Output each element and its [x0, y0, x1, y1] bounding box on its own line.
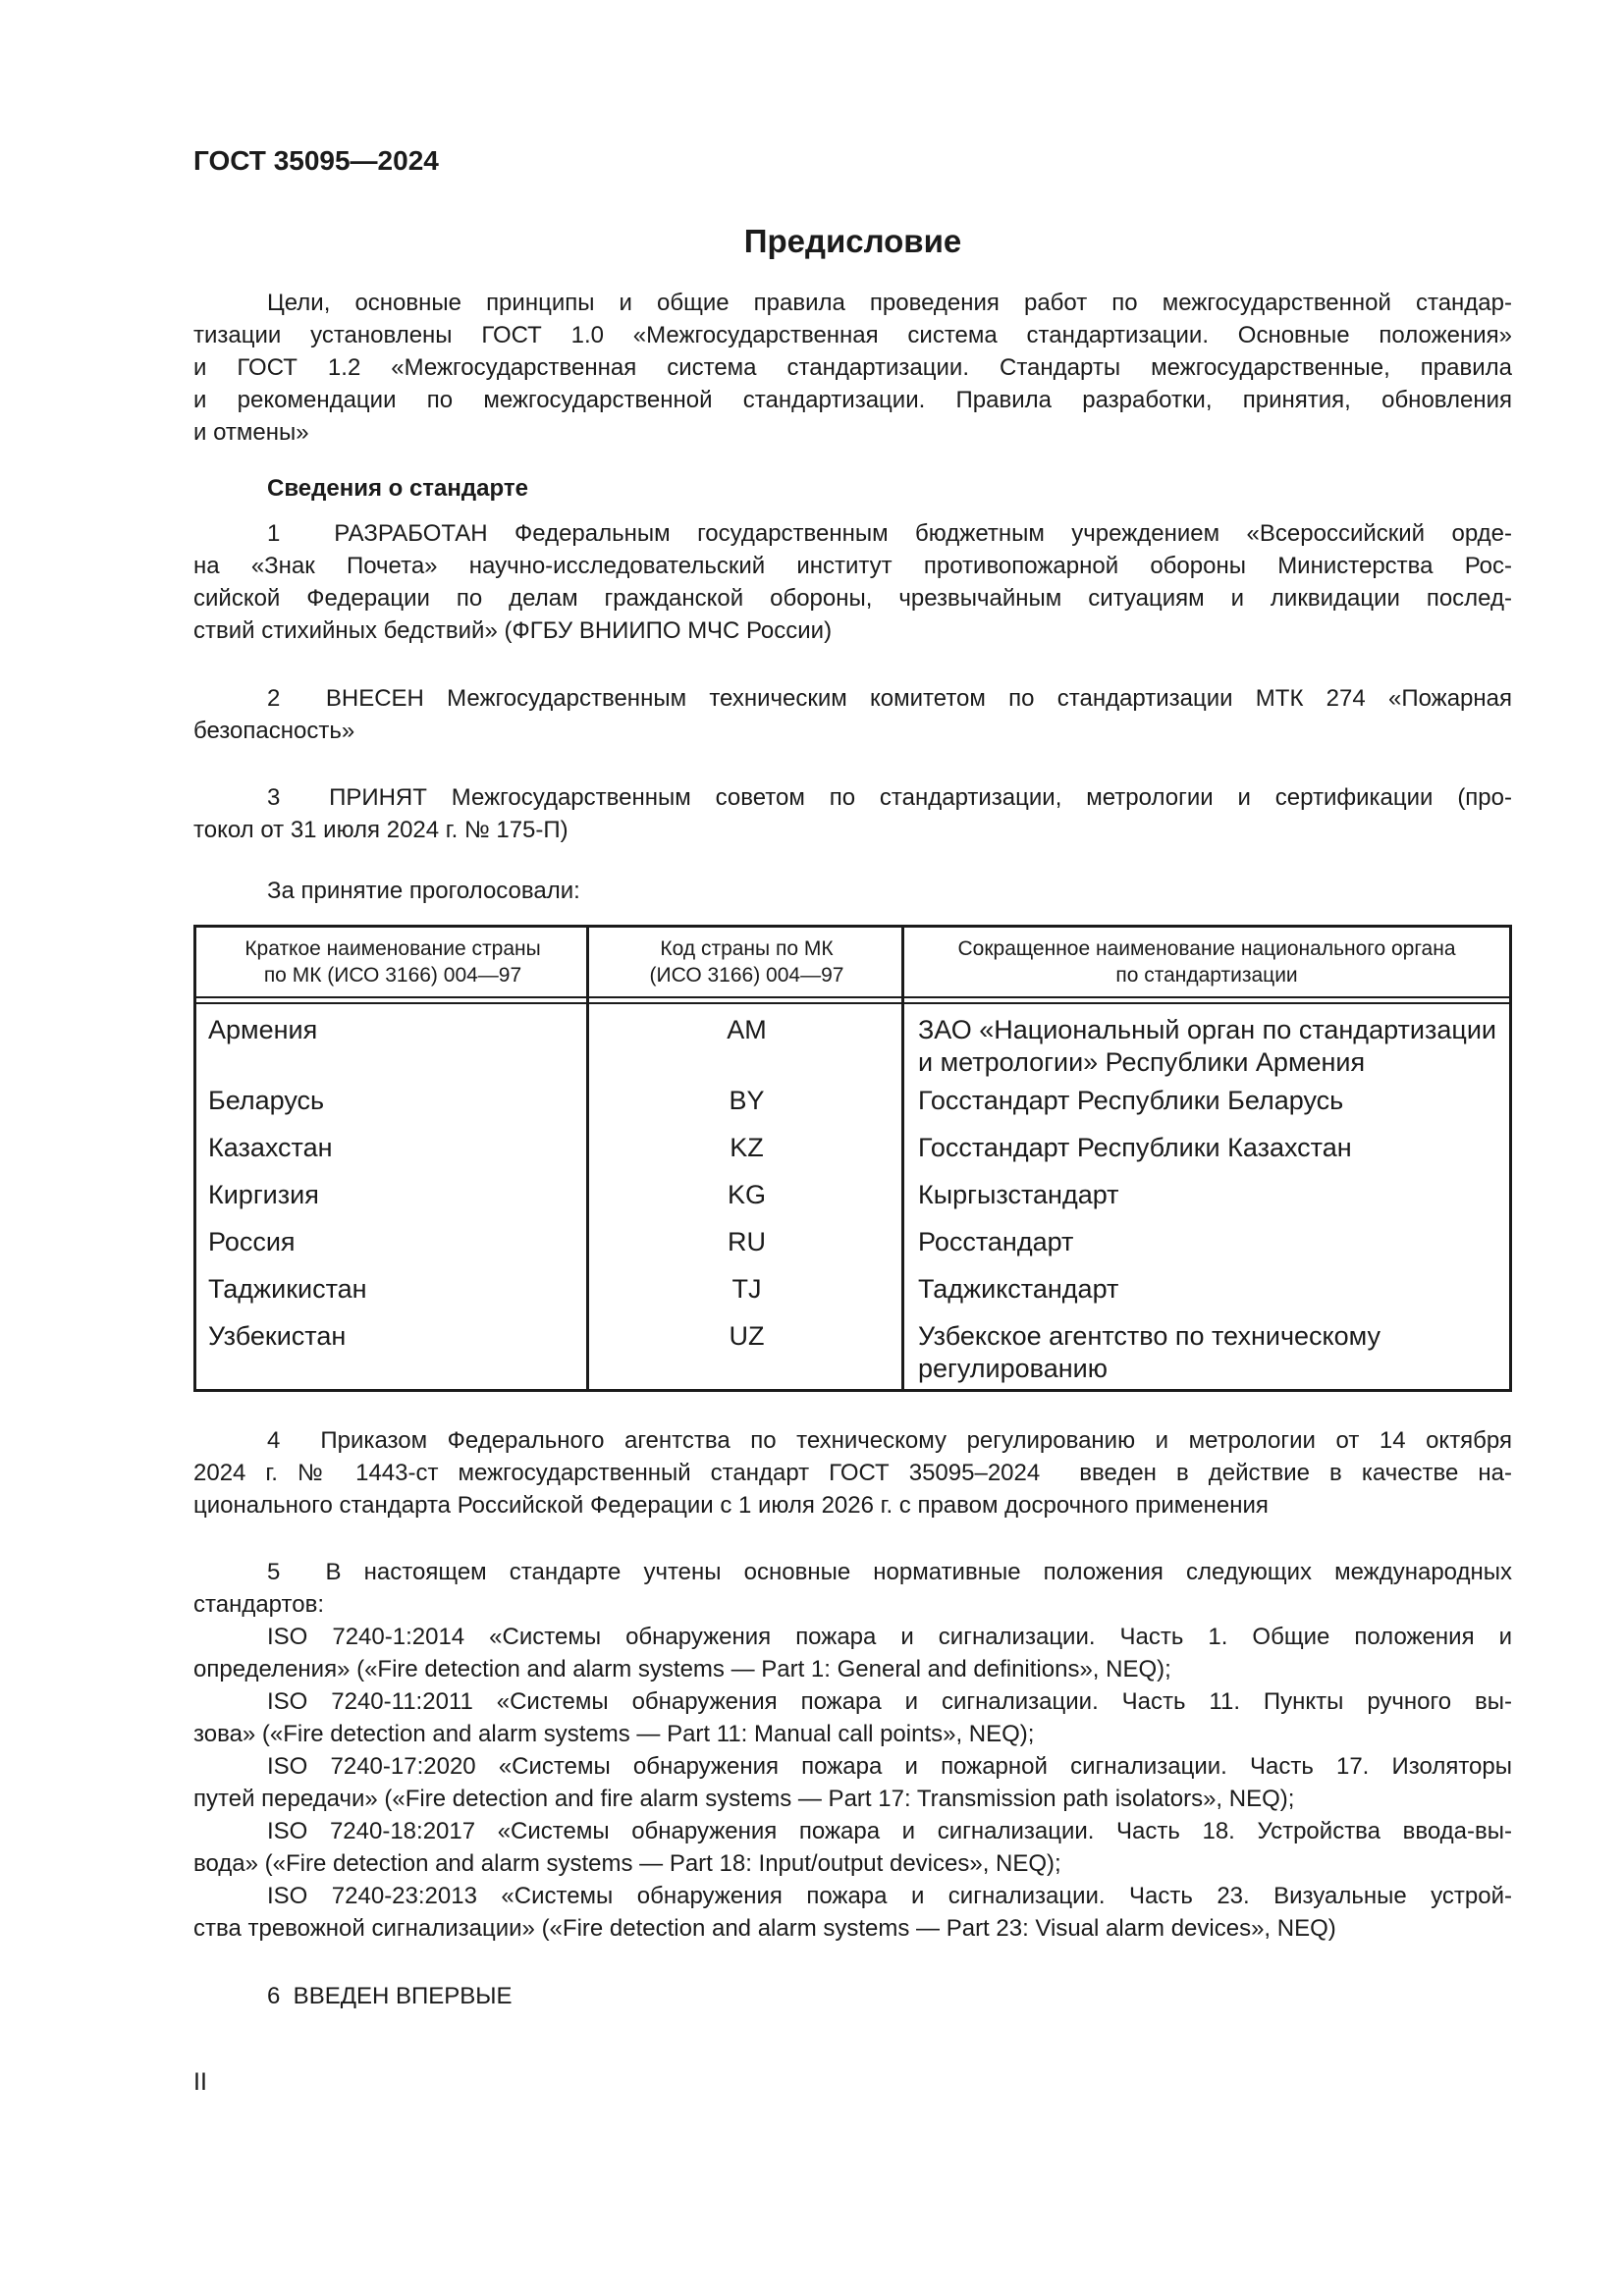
- text-line: определения» («Fire detection and alarm systems — Part 1: General and definitions», NEQ);: [193, 1656, 1171, 1682]
- standard-info-heading: Сведения о стандарте: [267, 475, 528, 502]
- cell-country: Киргизия: [208, 1180, 319, 1209]
- header-cell-org-name: [904, 928, 1509, 996]
- cell-org: [904, 1014, 1509, 1079]
- cell-code: BY: [729, 1086, 765, 1115]
- table-row: [196, 1014, 1509, 1079]
- text-line: 5 В настоящем стандарте учтены основные нормативные положения следующих международных: [267, 1559, 1512, 1585]
- text-line: Кыргызстандарт: [918, 1180, 1119, 1209]
- text-line: и ГОСТ 1.2 «Межгосударственная система стандартизации. Стандарты межгосударственные, правила: [193, 354, 1512, 381]
- text-line: ISO 7240-17:2020 «Системы обнаружения пожара и пожарной сигнализации. Часть 17. Изоляторы: [267, 1753, 1512, 1780]
- iso-ref-item: [193, 1815, 1512, 1880]
- text-line: безопасность»: [193, 718, 355, 744]
- text-line: токол от 31 июля 2024 г. № 175-П): [193, 817, 568, 843]
- text-line: 2 ВНЕСЕН Межгосударственным техническим комитетом по стандартизации МТК 274 «Пожарная: [267, 685, 1512, 712]
- text-line: ЗАО «Национальный орган по стандартизации: [918, 1015, 1496, 1044]
- text-line: ства тревожной сигнализации» («Fire detection and alarm systems — Part 23: Visual alarm devices», NEQ): [193, 1915, 1336, 1942]
- cell-org: [904, 1320, 1509, 1385]
- text-line: Госстандарт Республики Беларусь: [918, 1086, 1344, 1115]
- cell-country: Армения: [208, 1015, 318, 1044]
- iso-ref-item: [193, 1880, 1512, 1945]
- text-line: ствий стихийных бедствий» (ФГБУ ВНИИПО МЧС России): [193, 617, 833, 644]
- table-row: [196, 1226, 1509, 1258]
- table-row: [196, 1132, 1509, 1164]
- text-line: ISO 7240-1:2014 «Системы обнаружения пожара и сигнализации. Часть 1. Общие положения и: [267, 1624, 1512, 1650]
- text-line: Узбекское агентство по техническому: [918, 1321, 1381, 1351]
- text-line: 3 ПРИНЯТ Межгосударственным советом по стандартизации, метрологии и сертификации (про-: [267, 784, 1512, 811]
- text-line: путей передачи» («Fire detection and fire alarm systems — Part 17: Transmission path isolators», NEQ);: [193, 1786, 1295, 1812]
- adopted-item: [193, 781, 1512, 846]
- text-line: ISO 7240-18:2017 «Системы обнаружения пожара и сигнализации. Часть 18. Устройства ввода-вы-: [267, 1818, 1512, 1844]
- cell-org: [904, 1085, 1509, 1117]
- vote-intro: За принятие проголосовали:: [267, 878, 580, 904]
- cell-org: [904, 1273, 1509, 1306]
- submitted-item: [193, 682, 1512, 747]
- cell-country: Беларусь: [208, 1086, 325, 1115]
- text-line: тизации установлены ГОСТ 1.0 «Межгосударственная система стандартизации. Основные положения»: [193, 322, 1512, 348]
- table-row: [196, 1179, 1509, 1211]
- cell-code: UZ: [729, 1321, 765, 1351]
- text-line: регулированию: [918, 1354, 1108, 1383]
- iso-ref-item: [193, 1685, 1512, 1750]
- iso-ref-item: [193, 1750, 1512, 1815]
- iso-ref-item: [193, 1621, 1512, 1685]
- text-line: сийской Федерации по делам гражданской обороны, чрезвычайным ситуациям и ликвидации послед-: [193, 585, 1512, 612]
- cell-country: Узбекистан: [208, 1321, 347, 1351]
- cell-org: [904, 1132, 1509, 1164]
- text-line: Росстандарт: [918, 1227, 1074, 1256]
- introduced-first-item: 6 ВВЕДЕН ВПЕРВЫЕ: [267, 1983, 513, 2009]
- text-line: ционального стандарта Российской Федерации с 1 июля 2026 г. с правом досрочного применения: [193, 1492, 1269, 1519]
- cell-country: Казахстан: [208, 1133, 333, 1162]
- table-body: [196, 1004, 1509, 1389]
- text-line: 1 РАЗРАБОТАН Федеральным государственным бюджетным учреждением «Всероссийский орде-: [267, 520, 1512, 547]
- text-line: Краткое наименование страны: [244, 937, 541, 960]
- doc-code-header: ГОСТ 35095—2024: [193, 145, 439, 176]
- cell-code: AM: [727, 1015, 767, 1044]
- text-line: и метрологии» Республики Армения: [918, 1047, 1366, 1077]
- table-header-row: [196, 928, 1509, 996]
- text-line: (ИСО 3166) 004—97: [649, 964, 844, 987]
- cell-code: TJ: [731, 1274, 762, 1304]
- text-line: Сокращенное наименование национального органа: [957, 937, 1456, 960]
- text-line: Код страны по МК: [660, 937, 834, 960]
- text-line: по МК (ИСО 3166) 004—97: [263, 964, 522, 987]
- table-row: [196, 1085, 1509, 1117]
- cell-country: Таджикистан: [208, 1274, 367, 1304]
- page-number: II: [193, 2068, 207, 2096]
- international-standards-item: [193, 1556, 1512, 1621]
- text-line: ISO 7240-23:2013 «Системы обнаружения пожара и сигнализации. Часть 23. Визуальные устрой-: [267, 1883, 1512, 1909]
- developed-item: [193, 517, 1512, 647]
- text-line: 4 Приказом Федерального агентства по техническому регулированию и метрологии от 14 октября: [267, 1427, 1512, 1454]
- table-row: [196, 1273, 1509, 1306]
- text-line: и отмены»: [193, 419, 309, 446]
- text-line: ISO 7240-11:2011 «Системы обнаружения пожара и сигнализации. Часть 11. Пункты ручного вы-: [267, 1688, 1512, 1715]
- vote-table: [193, 925, 1512, 1392]
- cell-code: KG: [727, 1180, 766, 1209]
- text-line: Таджикстандарт: [918, 1274, 1119, 1304]
- text-line: и рекомендации по межгосударственной стандартизации. Правила разработки, принятия, обновления: [193, 387, 1512, 413]
- text-line: стандартов:: [193, 1591, 324, 1618]
- text-line: зова» («Fire detection and alarm systems — Part 11: Manual call points», NEQ);: [193, 1721, 1035, 1747]
- cell-country: Россия: [208, 1227, 296, 1256]
- cell-code: RU: [728, 1227, 766, 1256]
- page-title: Предисловие: [743, 223, 962, 259]
- text-line: Госстандарт Республики Казахстан: [918, 1133, 1352, 1162]
- text-line: на «Знак Почета» научно-исследовательский институт противопожарной обороны Министерства Рос-: [193, 553, 1512, 579]
- text-line: по стандартизации: [1115, 964, 1298, 987]
- cell-org: [904, 1179, 1509, 1211]
- header-cell-country-code: [589, 928, 904, 996]
- header-double-rule: [196, 996, 1509, 1004]
- text-line: 2024 г. № 1443-ст межгосударственный стандарт ГОСТ 35095–2024 введен в действие в качестве на-: [193, 1460, 1512, 1486]
- text-line: вода» («Fire detection and alarm systems — Part 18: Input/output devices», NEQ);: [193, 1850, 1061, 1877]
- column-divider: [901, 928, 904, 1389]
- column-divider: [586, 928, 589, 1389]
- text-line: Цели, основные принципы и общие правила проведения работ по межгосударственной стандар-: [267, 290, 1512, 316]
- cell-org: [904, 1226, 1509, 1258]
- intro-paragraph: [193, 287, 1512, 449]
- cell-code: KZ: [730, 1133, 764, 1162]
- order-item: [193, 1424, 1512, 1522]
- table-row: [196, 1320, 1509, 1385]
- header-cell-country-name: [196, 928, 589, 996]
